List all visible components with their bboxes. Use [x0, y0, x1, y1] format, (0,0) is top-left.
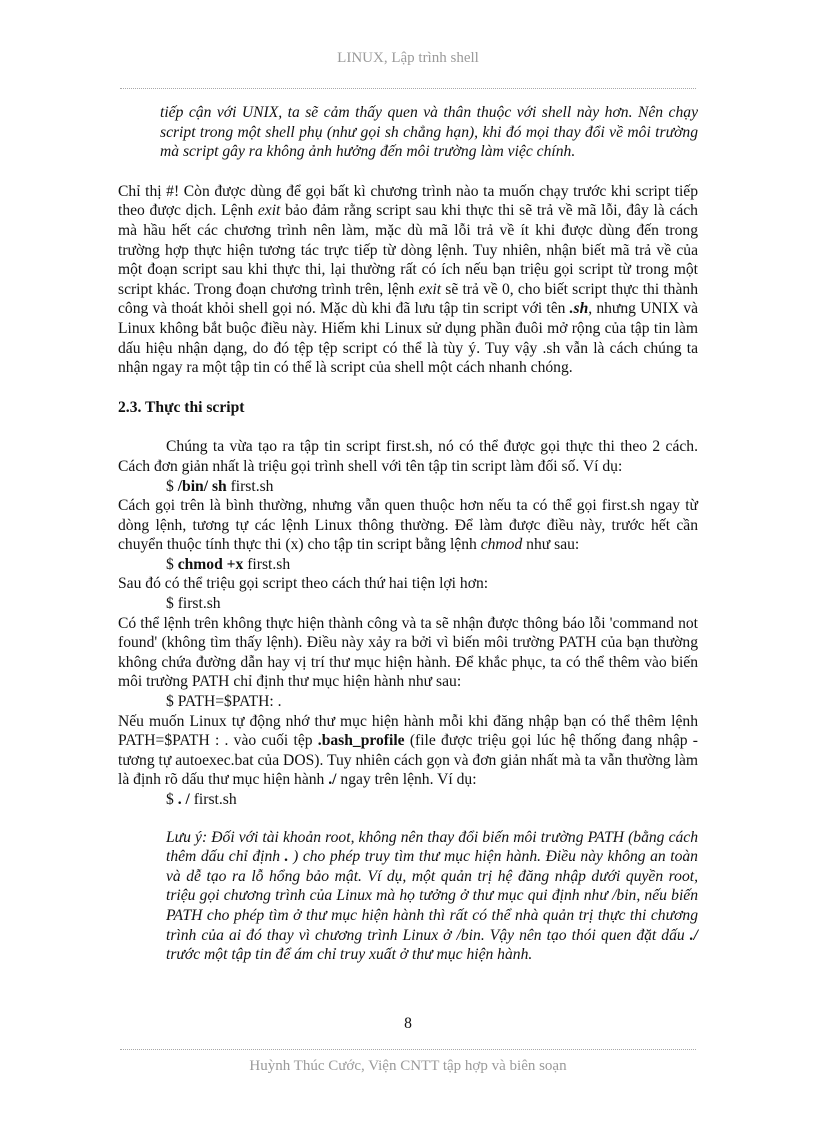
command-line: $ . / first.sh: [166, 791, 237, 808]
footer-divider: [120, 1049, 696, 1050]
paragraph-path: Có thể lệnh trên không thực hiện thành công và ta sẽ nhận được thông báo lỗi 'command not found' (không tìm thấy lệnh). Điều này xảy ra bởi vì biến môi trường PATH của bạn thường không chứa đường dẫn hay vị trí thư mục hiện hành. Để khắc phục, ta có thể thêm vào biến môi trường PATH chỉ định thư mục hiện hành như sau:: [118, 614, 698, 691]
page-footer: Huỳnh Thúc Cước, Viện CNTT tập hợp và biên soạn: [249, 1058, 567, 1074]
paragraph-second-way: Sau đó có thể triệu gọi script theo cách thứ hai tiện lợi hơn:: [118, 575, 489, 593]
header-divider: [120, 88, 696, 89]
command-line: $ /bin/ sh first.sh: [166, 477, 274, 495]
chmod-keyword: chmod: [480, 536, 523, 554]
italic-quote: tiếp cận với UNIX, ta sẽ cảm thấy quen và thân thuộc với shell này hơn. Nên chạy script trong một shell phụ (như gọi sh chẳng hạn), khi đó mọi thay đổi về môi trường mà script gây ra không ảnh hưởng đến môi trường làm việc chính.: [160, 104, 698, 161]
command-line: $ PATH=$PATH: .: [166, 693, 282, 711]
paragraph-execute: Chúng ta vừa tạo ra tập tin script first.sh, nó có thể được gọi thực thi theo 2 cách. Cách đơn giản nhất là triệu gọi trình shell với tên tập tin script làm đối số. Ví dụ:: [118, 438, 698, 475]
note-paragraph: Lưu ý: Đối với tài khoản root, không nên thay đổi biến môi trường PATH (bằng cách thêm dấu chỉ định . ) cho phép truy tìm thư mục hiện hành. Điều này không an toàn và dễ tạo ra lỗ hổng bảo mật. Ví dụ, một quản trị hệ đăng nhập dưới quyền root, triệu gọi chương trình của Linux mà họ tưởng ở thư mục qui định như /bin, nếu biến PATH cho phép tìm ở thư mục hiện hành thì rất có thể nhà quản trị thực thi chương trình của ai đó thay vì chương trình Linux ở /bin. Vậy nên tạo thói quen đặt dấu ./ trước một tập tin để ám chỉ truy xuất ở thư mục hiện hành.: [166, 828, 698, 964]
bash-profile-filename: .bash_profile: [317, 732, 405, 750]
paragraph-shebang: Chỉ thị #! Còn được dùng để gọi bất kì chương trình nào ta muốn chạy trước khi script tiếp theo được dịch. Lệnh exit bảo đảm rằng script sau khi thực thi sẽ trả về mã lỗi, đây là cách mà hầu hết các chương trình nên làm, mặc dù mã lỗi trả về ít khi được dùng đến trong trường hợp thực hiện tương tác trực tiếp từ dòng lệnh. Tuy nhiên, nhận biết mã trả về của một đoạn script sau khi thực thi, lại thường rất có ích nếu bạn triệu gọi script từ trong một script khác. Trong đoạn chương trình trên, lệnh exit sẽ trả về 0, cho biết script thực thi thành công và thoát khỏi shell gọi nó. Mặc dù khi đã lưu tập tin script với tên .sh, nhưng UNIX và Linux không bắt buộc điều này. Hiếm khi Linux sử dụng phần đuôi mở rộng của tập tin làm dấu hiệu nhận dạng, do đó tệp tệp script có thể là tùy ý. Tuy vậy .sh vẫn là cách chúng ta nhận ngay ra một tập tin có thể là script của shell một cách nhanh chóng.: [118, 182, 698, 377]
exit-keyword: exit: [418, 280, 442, 298]
sh-extension: .sh: [569, 300, 589, 318]
page-body: [118, 103, 698, 965]
page-number: 8: [404, 1015, 412, 1032]
command-line: $ chmod +x first.sh: [166, 555, 291, 573]
section-heading: 2.3. Thực thi script: [118, 398, 245, 416]
command-line: $ first.sh: [166, 595, 221, 613]
page-header: LINUX, Lập trình shell: [337, 50, 479, 66]
exit-keyword: exit: [257, 202, 281, 220]
paragraph-bash-profile: Nếu muốn Linux tự động nhớ thư mục hiện hành mỗi khi đăng nhập bạn có thể thêm lệnh PATH=$PATH : . vào cuối tệp .bash_profile (file được triệu gọi lúc hệ thống đang nhập - tương tự autoexec.bat của DOS). Tuy nhiên cách gọn và đơn giản nhất mà ta vẫn thường làm là định rõ dấu thư mục hiện hành ./ ngay trên lệnh. Ví dụ:: [118, 712, 698, 789]
paragraph-chmod: Cách gọi trên là bình thường, nhưng vẫn quen thuộc hơn nếu ta có thể gọi first.sh ngay từ dòng lệnh, tương tự các lệnh Linux thông thường. Để làm được điều này, trước hết cần chuyển thuộc tính thực thi (x) cho tập tin script bằng lệnh chmod như sau:: [118, 497, 698, 554]
